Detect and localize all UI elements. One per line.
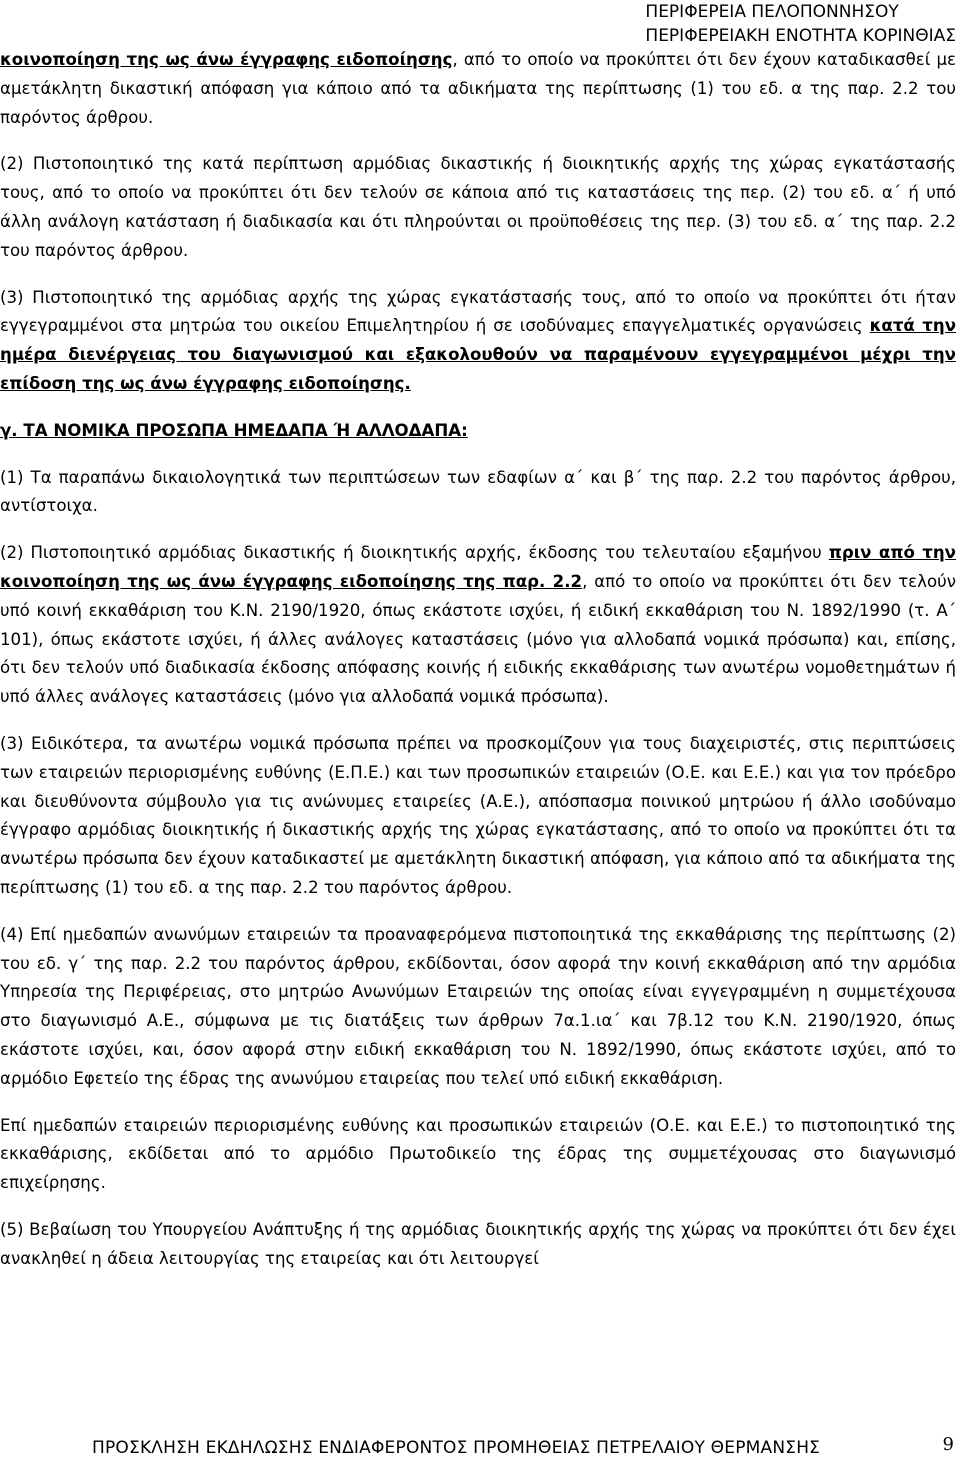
paragraph-6: (3) Ειδικότερα, τα ανωτέρω νομικά πρόσωπα πρέπει να προσκομίζουν για τους διαχειριστές, στις περιπτώσεις των εταιρειών περιορισμένης ευθύνης (Ε.Π.Ε.) και των προσωπικών εταιρειών (Ο.Ε. και Ε.Ε.) και για τον πρόεδρο και διευθύνοντα σύμβουλο για τις ανώνυμες εταιρείες (Α.Ε.), απόσπασμα ποινικού μητρώου ή άλλο ισοδύναμο έγγραφο αρμόδιας διοικητικής ή δικαστικής αρχής της χώρας εγκατάστασης, από το οποίο να προκύπτει ότι τα ανωτέρω πρόσωπα δεν έχουν καταδικαστεί με αμετάκλητη δικαστική απόφαση, για κάποιο από τα αδικήματα της περίπτωσης (1) του εδ. α της παρ. 2.2 του παρόντος άρθρου. — [0, 733, 956, 897]
paragraph-8: Επί ημεδαπών εταιρειών περιορισμένης ευθύνης και προσωπικών εταιρειών (Ο.Ε. και Ε.Ε.) το πιστοποιητικό της εκκαθάρισης, εκδίδεται από το αρμόδιο Πρωτοδικείο της έδρας της συμμετέχουσας στο διαγωνισμό επιχείρησης. — [0, 1115, 956, 1193]
emphasis-text: κοινοποίηση της ως άνω έγγραφης ειδοποίησης — [0, 50, 453, 69]
document-body — [0, 46, 956, 1273]
paragraph-9: (5) Βεβαίωση του Υπουργείου Ανάπτυξης ή της αρμόδιας διοικητικής αρχής της χώρας να προκύπτει ότι δεν έχει ανακληθεί η άδεια λειτουργίας της εταιρείας και ότι λειτουργεί — [0, 1219, 956, 1268]
emphasis-text: κατά την ημέρα διενέργειας του διαγωνισμού και εξακολουθούν να παραμένουν εγγεγραμμένοι μέχρι την επίδοση της ως άνω έγγραφης ειδοποίησης. — [0, 316, 957, 393]
paragraph-text: , από το οποίο να προκύπτει ότι δεν τελούν υπό κοινή εκκαθάριση του Κ.Ν. 2190/1920, όπως εκάστοτε ισχύει, ή ειδική εκκαθάριση του Ν. 1892/1990 (τ. Α΄ 101), όπως εκάστοτε ισχύει, ή άλλες ανάλογες καταστάσεις (μόνο για αλλοδαπά νομικά πρόσωπα) και, επίσης, ότι δεν τελούν υπό διαδικασία έκδοσης απόφασης κοινής ή ειδικής εκκαθάρισης των ανωτέρω νομοθετημάτων ή υπό άλλες ανάλογες καταστάσεις (μόνο για αλλοδαπά νομικά πρόσωπα). — [0, 571, 956, 707]
page-footer: ΠΡΟΣΚΛΗΣΗ ΕΚΔΗΛΩΣΗΣ ΕΝΔΙΑΦΕΡΟΝΤΟΣ ΠΡΟΜΗΘΕΙΑΣ ΠΕΤΡΕΛΑΙΟΥ ΘΕΡΜΑΝΣΗΣ — [92, 1438, 821, 1458]
section-heading: γ. ΤΑ ΝΟΜΙΚΑ ΠΡΟΣΩΠΑ ΗΜΕΔΑΠΑ Ή ΑΛΛΟΔΑΠΑ: — [0, 420, 468, 440]
header-unit: ΠΕΡΙΦΕΡΕΙΑΚΗ ΕΝΟΤΗΤΑ ΚΟΡΙΝΘΙΑΣ — [645, 26, 956, 46]
paragraph-2: (2) Πιστοποιητικό της κατά περίπτωση αρμόδιας δικαστικής ή διοικητικής αρχής της χώρας εγκατάστασής τους, από το οποίο να προκύπτει ότι δεν τελούν σε κάποια από τις καταστάσεις της περ. (2) του εδ. α΄ ή υπό άλλη ανάλογη κατάσταση ή διαδικασία και ότι πληρούνται οι προϋποθέσεις της περ. (3) του εδ. α΄ της παρ. 2.2 του παρόντος άρθρου. — [0, 154, 956, 260]
paragraph-7: (4) Επί ημεδαπών ανωνύμων εταιρειών τα προαναφερόμενα πιστοποιητικά της εκκαθάρισης της περίπτωσης (2) του εδ. γ΄ της παρ. 2.2 του παρόντος άρθρου, εκδίδονται, όσον αφορά την κοινή εκκαθάριση από την αρμόδια Υπηρεσία της Περιφέρειας, στο μητρώο Ανωνύμων Εταιρειών της οποίας είναι εγγεγραμμένη η συμμετέχουσα στο διαγωνισμό Α.Ε., σύμφωνα με τις διατάξεις των άρθρων 7α.1.ια΄ και 7β.12 του Κ.Ν. 2190/1920, όπως εκάστοτε ισχύει, και, όσον αφορά στην ειδική εκκαθάριση του Ν. 1892/1990, όπως εκάστοτε ισχύει, από το αρμόδιο Εφετείο της έδρας της ανωνύμου εταιρείας που τελεί υπό ειδική εκκαθάριση. — [0, 924, 956, 1088]
paragraph-3 — [0, 284, 956, 399]
page-header — [645, 0, 956, 48]
paragraph-4: (1) Τα παραπάνω δικαιολογητικά των περιπτώσεων των εδαφίων α΄ και β΄ της παρ. 2.2 του παρόντος άρθρου, αντίστοιχα. — [0, 467, 956, 516]
paragraph-text: , από το οποίο να προκύπτει ότι δεν έχουν καταδικασθεί με αμετάκλητη δικαστική απόφαση για κάποιο από τα αδικήματα της περίπτωσης (1) του εδ. α της παρ. 2.2 του παρόντος άρθρου. — [0, 50, 956, 127]
paragraph-text: (3) Πιστοποιητικό της αρμόδιας αρχής της χώρας εγκατάστασής τους, από το οποίο να προκύπτει ότι ήταν εγγεγραμμένοι στα μητρώα του οικείου Επιμελητηρίου ή σε ισοδύναμες επαγγελματικές οργανώσεις — [0, 287, 956, 336]
header-region: ΠΕΡΙΦΕΡΕΙΑ ΠΕΛΟΠΟΝΝΗΣΟΥ — [645, 2, 899, 22]
paragraph-text: (2) Πιστοποιητικό αρμόδιας δικαστικής ή διοικητικής αρχής, έκδοσης του τελευταίου εξαμήνου — [0, 543, 829, 563]
page-number: 9 — [942, 1434, 954, 1455]
paragraph-1 — [0, 46, 956, 132]
paragraph-5 — [0, 539, 956, 712]
emphasis-text: πριν από την κοινοποίηση της ως άνω έγγραφης ειδοποίησης της παρ. 2.2 — [0, 543, 956, 591]
